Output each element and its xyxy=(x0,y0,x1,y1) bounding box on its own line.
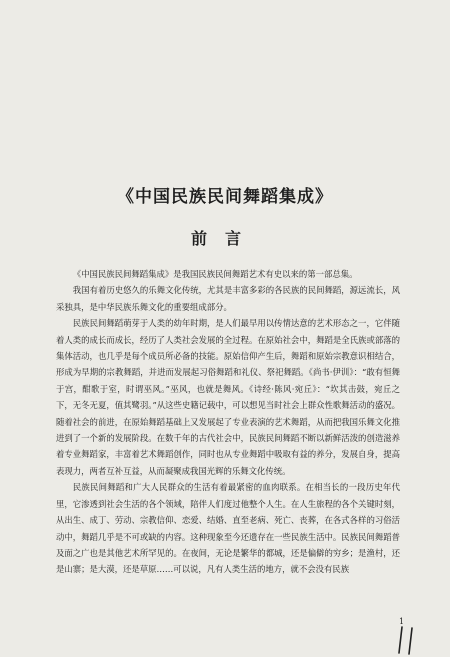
paragraph-4: 民族民间舞蹈和广大人民群众的生活有着最紧密的血肉联系。在相当长的一段历史年代里，它渗透到社会生活的各个领域，陪伴人们度过他整个人生。在人生旅程的各个关键时刻，从出生、成丁、劳动、宗教信仰、恋爱、结婚、直至老病、死亡、丧葬，在各式各样的习俗活动中，舞蹈几乎是不可或缺的内容。这种现象至今还遗存在一些民族生活中。民族民间舞蹈普及面之广也是其他艺术所罕见的。在夜间，无论是繁华的都城，还是偏僻的穷乡；是渔村，还是山寨；是大漠，还是草原……可以说，凡有人类生活的地方，就不会没有民族 xyxy=(56,482,400,575)
paragraph-1: 《中国民族民间舞蹈集成》是我国民族民间舞蹈艺术有史以来的第一部总集。 xyxy=(72,269,358,279)
handwritten-mark xyxy=(392,625,428,655)
paragraph-3: 民族民间舞蹈萌芽于人类的幼年时期，是人们最早用以传情达意的艺术形态之一，它伴随着人类的成长而成长，经历了人类社会发展的全过程。在原始社会中，舞蹈是全氏族或部落的集体活动，也几乎是每个成员所必备的技能。原始信仰产生后，舞蹈和原始宗教意识相结合，形成为早期的宗教舞蹈，并进而发展起习俗舞蹈和礼仪、祭祀舞蹈。《尚书·伊训》：“敢有恒舞于宫，酣歌于室，时谓巫风。”巫风，也就是舞风。《诗经·陈风·宛丘》：“坎其击鼓，宛丘之下，无冬无夏，值其鹭羽。”从这些史籍记载中，可以想见当时社会上群众性歌舞活动的盛况。随着社会的前进，在原始舞蹈基础上又发展起了专业表演的艺术舞蹈，从而把我国乐舞文化推进到了一个新的发展阶段。在数千年的古代社会中，民族民间舞蹈不断以新鲜活泼的创造滋养着专业舞蹈家，丰富着艺术舞蹈创作，同时也从专业舞蹈中吸取有益的养分，发展自身，提高表现力，两者互补互益，从而凝聚成我国光辉的乐舞文化传统。 xyxy=(56,318,400,476)
preface-body xyxy=(56,266,400,578)
book-title: 《中国民族民间舞蹈集成》 xyxy=(117,187,333,207)
page-number: 1 xyxy=(399,617,405,626)
preface-title: 前言 xyxy=(190,229,259,248)
paragraph-2: 我国有着历史悠久的乐舞文化传统，尤其是丰富多彩的各民族的民间舞蹈，源远流长，风采独具，是中华民族乐舞文化的重要组成部分。 xyxy=(56,285,400,312)
